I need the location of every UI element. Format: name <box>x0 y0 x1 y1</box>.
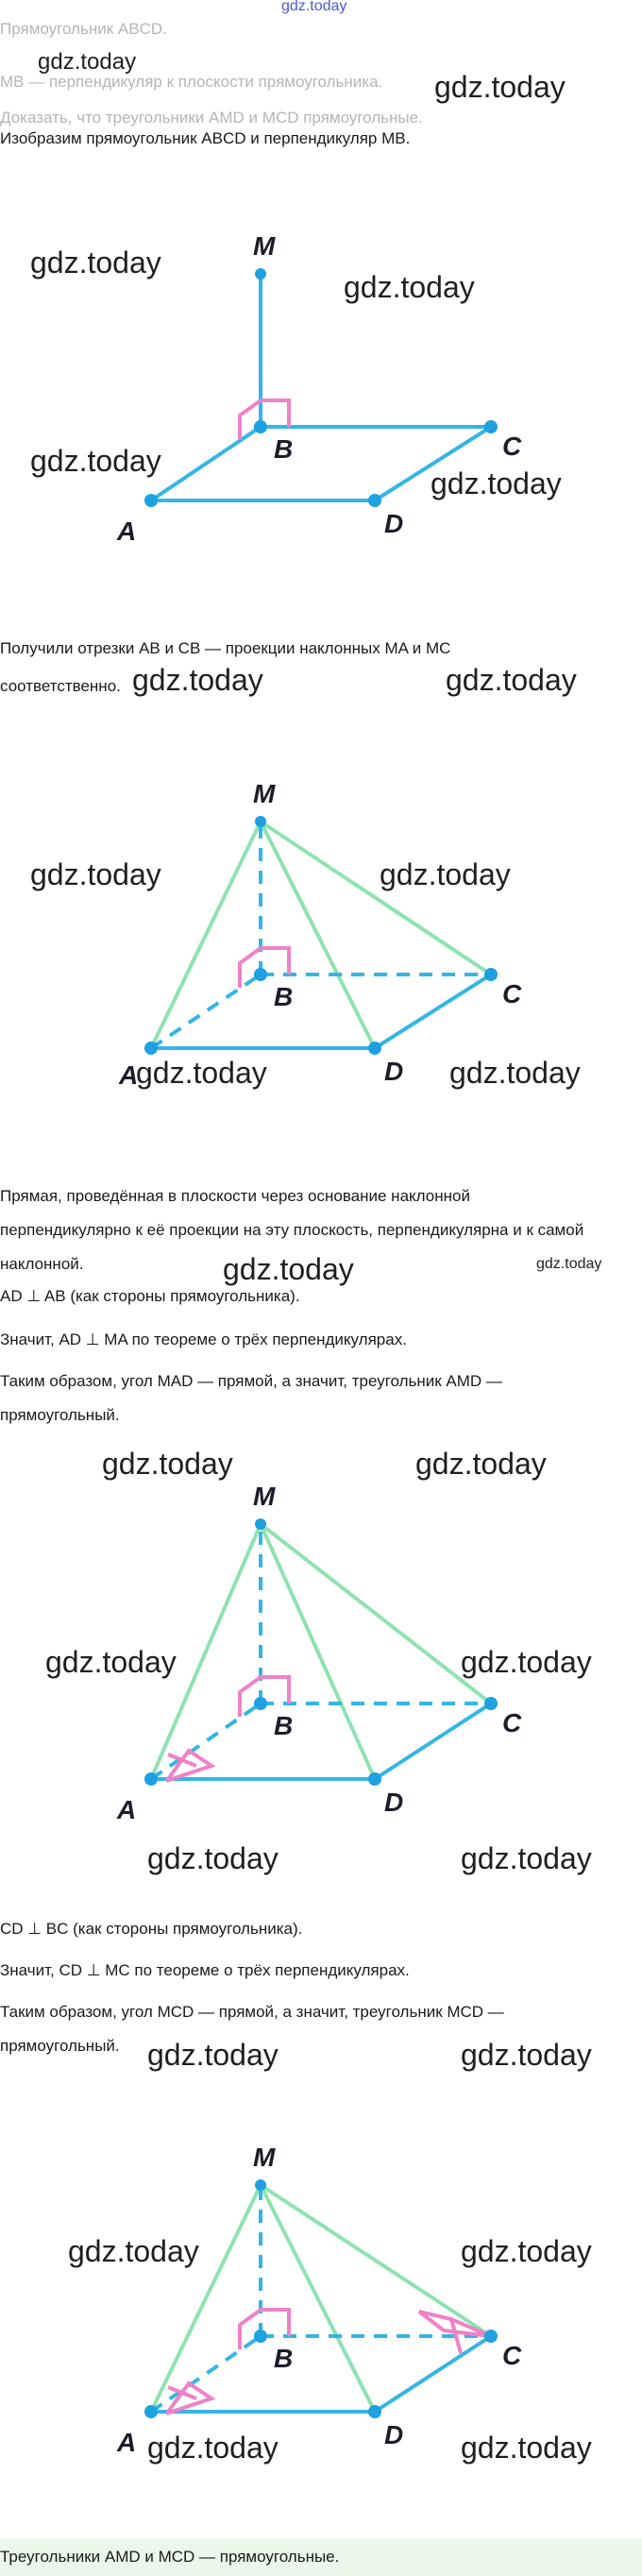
label-c: C <box>502 432 522 461</box>
segment-md <box>261 1524 375 1779</box>
watermark: gdz.today <box>380 857 511 891</box>
label-c: C <box>502 1708 522 1737</box>
watermark: gdz.today <box>536 1256 602 1272</box>
watermark: gdz.today <box>147 1841 279 1875</box>
point-a <box>144 1042 158 1055</box>
watermark: gdz.today <box>102 1447 233 1481</box>
label-m: M <box>253 231 276 261</box>
watermark: gdz.today <box>223 1252 354 1286</box>
step-3b: перпендикулярно к её проекции на эту плоскость, перпендикулярна и к самой <box>0 1221 584 1239</box>
watermark: gdz.today <box>136 1056 267 1090</box>
point-a <box>144 494 158 507</box>
label-m: M <box>253 779 276 808</box>
step-4: AD ⊥ AB (как стороны прямоугольника). <box>0 1287 300 1305</box>
watermark: gdz.today <box>30 444 161 478</box>
step-9a: Таким образом, угол MCD — прямой, а значит, треугольник MCD — <box>0 2003 504 2021</box>
label-a: A <box>117 1795 137 1824</box>
label-a: A <box>117 2428 137 2457</box>
label-d: D <box>384 2420 404 2449</box>
label-c: C <box>502 2341 522 2370</box>
given-line-1: Прямоугольник ABCD. <box>0 20 167 38</box>
point-d <box>368 1772 381 1786</box>
watermark: gdz.today <box>344 270 475 304</box>
point-a <box>144 2405 158 2418</box>
segment-md <box>261 2185 375 2412</box>
label-a: A <box>119 1060 139 1090</box>
watermark: gdz.today <box>434 70 566 104</box>
label-b: B <box>274 982 294 1011</box>
watermark: gdz.today <box>415 1447 547 1481</box>
segment-ma <box>151 2185 261 2412</box>
label-d: D <box>384 509 404 538</box>
point-m <box>255 816 266 827</box>
segment-dc <box>375 2336 491 2412</box>
segment-ma <box>151 822 261 1048</box>
segment-mc <box>261 1524 491 1703</box>
point-b <box>254 2330 267 2343</box>
point-c <box>484 968 498 981</box>
answer-box <box>0 2538 642 2576</box>
segment-mc <box>261 2185 491 2336</box>
point-m <box>255 268 266 280</box>
label-m: M <box>253 1482 276 1511</box>
point-c <box>484 2330 498 2343</box>
label-b: B <box>274 1711 294 1740</box>
step-3a: Прямая, проведённая в плоскости через основание наклонной <box>0 1187 470 1205</box>
watermark: gdz.today <box>461 2234 592 2268</box>
point-d <box>368 1042 381 1055</box>
watermark: gdz.today <box>45 1645 177 1679</box>
watermark: gdz.today <box>461 2431 592 2465</box>
watermark: gdz.today <box>449 1056 581 1090</box>
watermark: gdz.today <box>431 466 562 500</box>
point-b <box>254 1697 267 1710</box>
point-d <box>368 2405 381 2418</box>
step-2a: Получили отрезки AB и CB — проекции наклонных MA и MC <box>0 639 451 657</box>
watermark: gdz.today <box>461 1841 592 1875</box>
prove-line: Доказать, что треугольники AMD и MCD прямоугольные. <box>0 109 423 127</box>
point-c <box>484 420 498 433</box>
watermark: gdz.today <box>132 663 263 697</box>
point-d <box>368 494 381 507</box>
label-a: A <box>117 517 137 546</box>
point-b <box>254 420 267 433</box>
label-d: D <box>384 1057 404 1086</box>
figure-2 <box>0 755 642 1152</box>
watermark: gdz.today <box>461 2038 592 2072</box>
segment-dc <box>375 1703 491 1779</box>
step-1: Изобразим прямоугольник ABCD и перпендикуляр MB. <box>0 129 411 147</box>
watermark: gdz.today <box>461 1645 592 1679</box>
watermark: gdz.today <box>30 246 161 280</box>
watermark: gdz.today <box>30 857 161 891</box>
segment-dc <box>375 974 491 1048</box>
watermark: gdz.today <box>446 663 577 697</box>
step-9b: прямоугольный. <box>0 2037 120 2055</box>
watermark: gdz.today <box>38 49 137 75</box>
step-6a: Таким образом, угол MAD — прямой, а значит, треугольник AMD — <box>0 1372 502 1390</box>
watermark: gdz.today <box>147 2431 279 2465</box>
site-logo[interactable]: gdz.today <box>281 0 347 14</box>
point-a <box>144 1772 158 1786</box>
step-5: Значит, AD ⊥ MA по теореме о трёх перпендикулярах. <box>0 1330 407 1348</box>
segment-mc <box>261 822 491 974</box>
point-b <box>254 968 267 981</box>
segment-md <box>261 822 375 1048</box>
step-2b: соответственно. <box>0 677 121 695</box>
step-7: CD ⊥ BC (как стороны прямоугольника). <box>0 1920 303 1938</box>
label-b: B <box>274 2344 294 2373</box>
step-3c: наклонной. <box>0 1255 84 1273</box>
step-8: Значит, CD ⊥ MC по теореме о трёх перпендикулярах. <box>0 1961 410 1979</box>
label-d: D <box>384 1788 404 1817</box>
label-b: B <box>274 434 294 464</box>
segment-ab <box>151 427 261 500</box>
point-m <box>255 1518 266 1530</box>
step-6b: прямоугольный. <box>0 1406 120 1424</box>
answer-text: Треугольники AMD и MCD — прямоугольные. <box>0 2548 340 2566</box>
point-m <box>255 2179 266 2191</box>
point-c <box>484 1697 498 1710</box>
given-line-2: MB — перпендикуляр к плоскости прямоугольника. <box>0 73 383 91</box>
label-c: C <box>502 979 522 1008</box>
watermark: gdz.today <box>68 2234 199 2268</box>
label-m: M <box>253 2143 276 2172</box>
watermark: gdz.today <box>147 2038 279 2072</box>
